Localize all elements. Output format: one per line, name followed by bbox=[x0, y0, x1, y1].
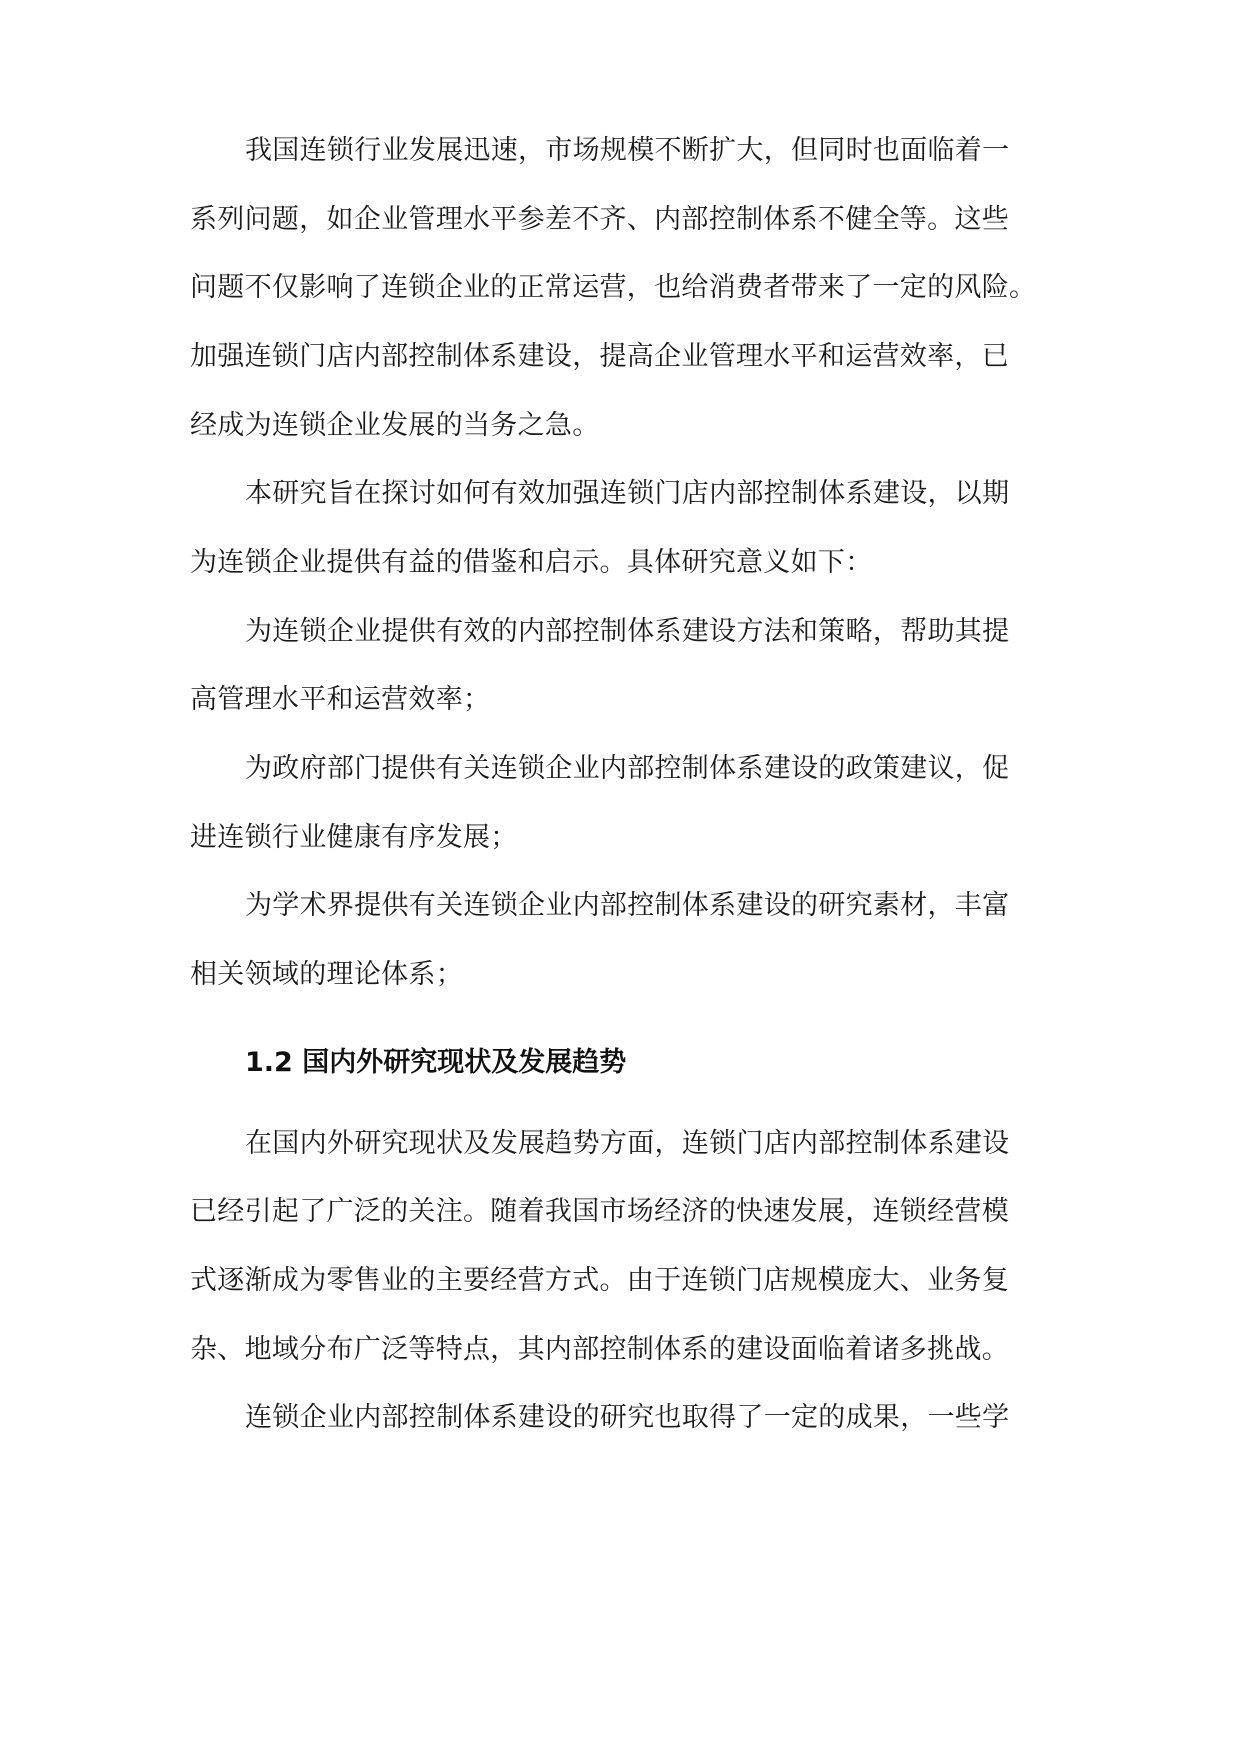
paragraph-3-line-1: 为连锁企业提供有效的内部控制体系建设方法和策略，帮助其提 bbox=[245, 616, 1010, 647]
section-heading: 1.2 国内外研究现状及发展趋势 bbox=[245, 1047, 627, 1078]
section-paragraph-1-line-1: 在国内外研究现状及发展趋势方面，连锁门店内部控制体系建设 bbox=[245, 1128, 1010, 1159]
section-paragraph-1-line-3: 式逐渐成为零售业的主要经营方式。由于连锁门店规模庞大、业务复 bbox=[190, 1265, 1009, 1296]
section-paragraph-2-line-1: 连锁企业内部控制体系建设的研究也取得了一定的成果，一些学 bbox=[245, 1402, 1010, 1433]
paragraph-5-line-1: 为学术界提供有关连锁企业内部控制体系建设的研究素材，丰富 bbox=[245, 890, 1010, 921]
section-paragraph-1-line-4: 杂、地域分布广泛等特点，其内部控制体系的建设面临着诸多挑战。 bbox=[190, 1334, 1009, 1365]
paragraph-2-line-2: 为连锁企业提供有益的借鉴和启示。具体研究意义如下： bbox=[190, 547, 873, 578]
paragraph-4-line-2: 进连锁行业健康有序发展； bbox=[190, 822, 518, 853]
paragraph-4-line-1: 为政府部门提供有关连锁企业内部控制体系建设的政策建议，促 bbox=[245, 753, 1010, 784]
paragraph-1-line-4: 加强连锁门店内部控制体系建设，提高企业管理水平和运营效率，已 bbox=[190, 341, 1009, 372]
paragraph-1-line-3: 问题不仅影响了连锁企业的正常运营，也给消费者带来了一定的风险。 bbox=[190, 272, 1037, 303]
paragraph-1-line-2: 系列问题，如企业管理水平参差不齐、内部控制体系不健全等。这些 bbox=[190, 204, 1009, 235]
paragraph-3-line-2: 高管理水平和运营效率； bbox=[190, 684, 491, 715]
paragraph-1-line-1: 我国连锁行业发展迅速，市场规模不断扩大，但同时也面临着一 bbox=[245, 135, 1010, 166]
section-paragraph-1-line-2: 已经引起了广泛的关注。随着我国市场经济的快速发展，连锁经营模 bbox=[190, 1196, 1009, 1227]
paragraph-2-line-1: 本研究旨在探讨如何有效加强连锁门店内部控制体系建设，以期 bbox=[245, 478, 1010, 509]
paragraph-5-line-2: 相关领域的理论体系； bbox=[190, 959, 463, 990]
paragraph-1-line-5: 经成为连锁企业发展的当务之急。 bbox=[190, 410, 600, 441]
